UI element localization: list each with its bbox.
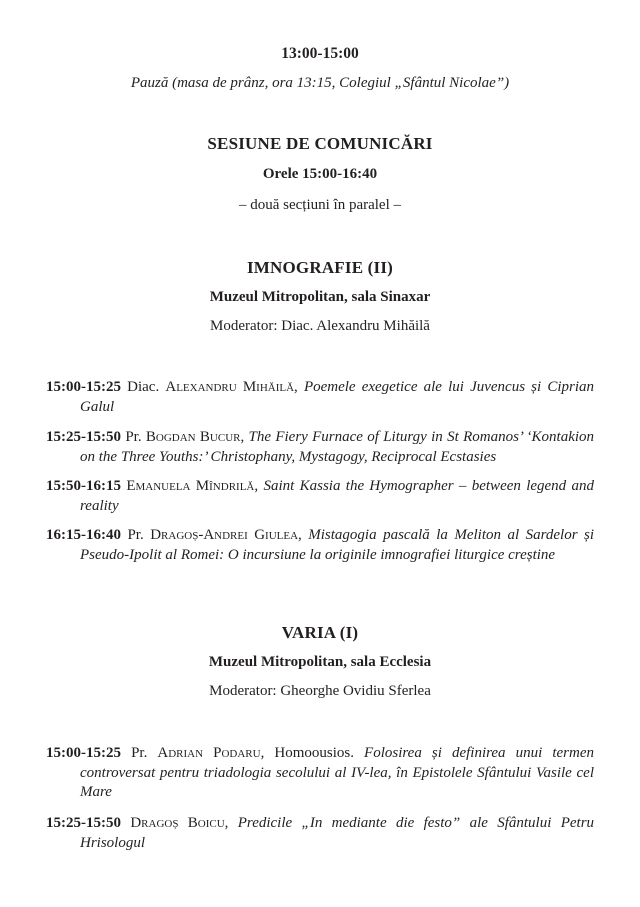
entry-sep: , (260, 745, 265, 761)
entry-time: 15:25-15:50 (46, 815, 121, 831)
program-entry (46, 814, 594, 853)
section-moderator: Moderator: Gheorghe Ovidiu Sferlea (209, 683, 431, 699)
entry-speaker: Emanuela Mîndrilă (126, 478, 255, 494)
entry-title: Predicile „In mediante die festo” ale Sfântului Petru Hrisologul (80, 815, 595, 851)
session-title: SESIUNE DE COMUNICĂRI (207, 134, 433, 153)
opening-time: 13:00-15:00 (281, 45, 359, 62)
entry-speaker: Alexandru Mihăilă (165, 379, 295, 395)
entry-title: Mistagogia pascală la Meliton al Sardelor și Pseudo-Ipolit al Romei: O incursiune la originile imnografiei liturgice creștine (80, 527, 595, 563)
program-entry (46, 428, 594, 467)
program-entry (46, 477, 594, 516)
entry-time: 15:00-15:25 (46, 745, 121, 761)
section-moderator: Moderator: Diac. Alexandru Mihăilă (210, 318, 430, 334)
entry-sep: , (298, 527, 302, 543)
section-title-imnografie: IMNOGRAFIE (II) (246, 258, 394, 277)
entry-time: 15:00-15:25 (46, 379, 121, 395)
entry-title: Saint Kassia the Hymographer – between legend and reality (80, 478, 595, 514)
entry-title: Poemele exegetice ale lui Juvencus și Ciprian Galul (80, 379, 594, 415)
program-entry (46, 744, 594, 803)
entry-time: 15:50-16:15 (46, 478, 121, 494)
entry-time: 16:15-16:40 (46, 527, 121, 543)
section-location: Muzeul Mitropolitan, sala Sinaxar (209, 289, 431, 305)
session-hours: Orele 15:00-16:40 (262, 166, 378, 182)
entry-speaker: Dragoș Boicu (130, 815, 225, 831)
entry-sep: , (254, 478, 259, 494)
entry-speaker: Adrian Podaru (157, 745, 261, 761)
entry-title-plain: Homoousios. (274, 745, 354, 761)
entry-sep: , (240, 429, 245, 445)
entry-sep: , (294, 379, 298, 395)
entry-speaker: Dragoș-Andrei Giulea (150, 527, 299, 543)
program-entry (46, 378, 594, 417)
entry-speaker: Bogdan Bucur (145, 429, 241, 445)
entry-title: Folosirea și definirea unui termen controversat pentru triadologia secolului al IV-lea, în Epistolele Sfântului Vasile cel Mare (80, 745, 594, 800)
lunch-pause-note: Pauză (masa de prânz, ora 13:15, Colegiul „Sfântul Nicolae”) (130, 75, 510, 91)
entry-prefix: Pr. (125, 429, 142, 445)
entry-prefix: Pr. (131, 745, 148, 761)
section-location: Muzeul Mitropolitan, sala Ecclesia (208, 654, 432, 670)
entry-prefix: Diac. (127, 379, 160, 395)
entry-prefix: Pr. (127, 527, 144, 543)
program-entry (46, 526, 594, 565)
session-note: – două secțiuni în paralel – (238, 197, 402, 213)
entry-title: The Fiery Furnace of Liturgy in St Romanos’ ‘Kontakion on the Three Youths:’ Christophany, Mystagogy, Reciprocal Ecstasies (80, 429, 595, 465)
entry-time: 15:25-15:50 (46, 429, 121, 445)
section-title-varia: VARIA (I) (281, 623, 359, 642)
entry-sep: , (224, 815, 229, 831)
